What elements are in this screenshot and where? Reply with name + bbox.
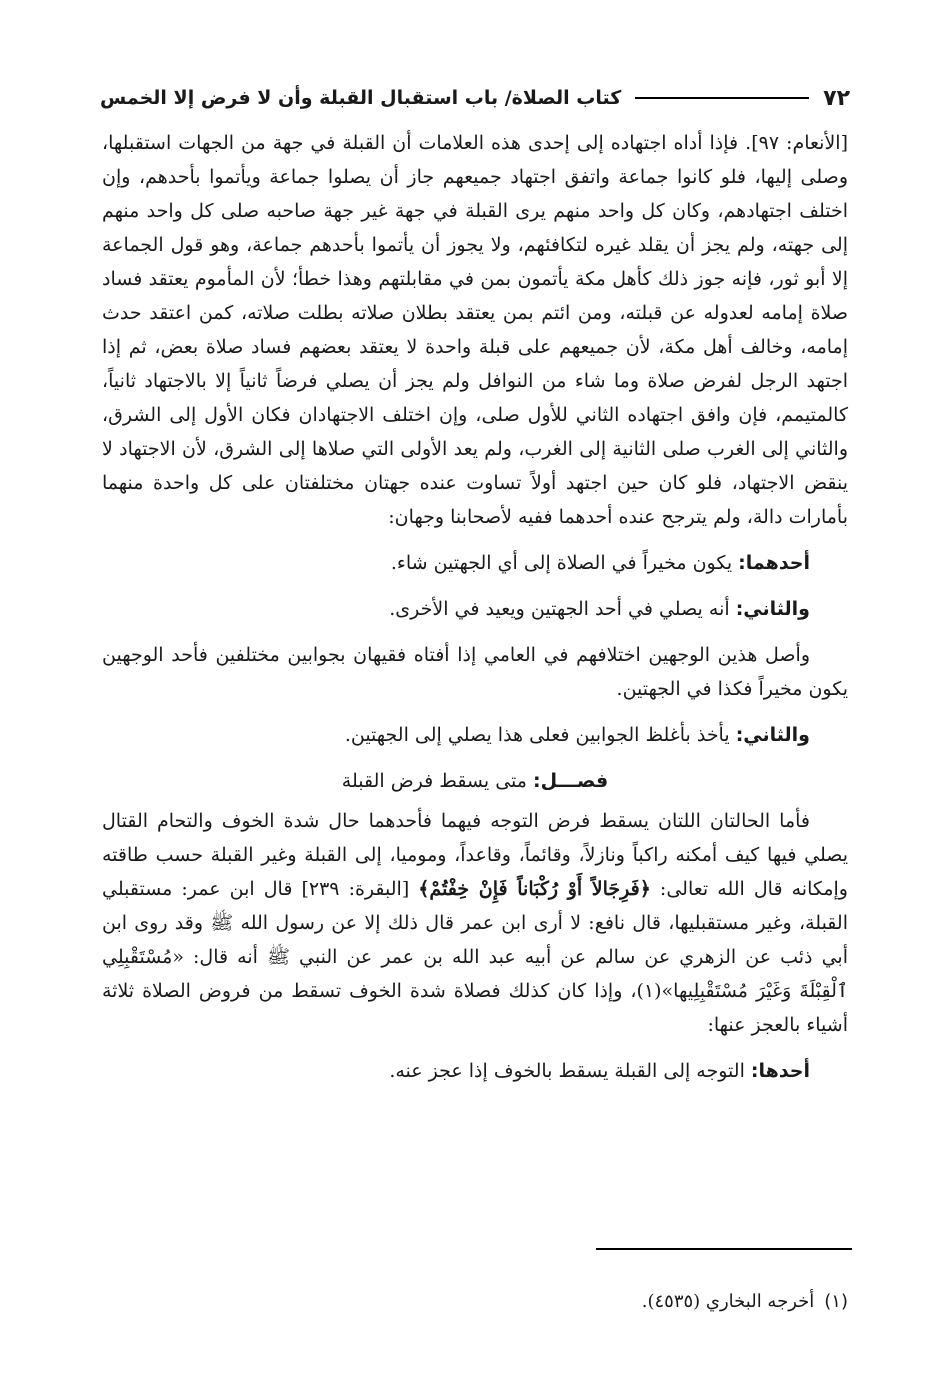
page-number: ٧٢ xyxy=(823,85,850,111)
section-heading xyxy=(102,764,848,798)
section-title: متى يسقط فرض القبلة xyxy=(341,770,533,792)
paragraph-second-view xyxy=(102,592,848,626)
footnote-rule xyxy=(596,1248,852,1250)
paragraph-lead: أحدها: xyxy=(750,1060,810,1082)
paragraph-second-answer xyxy=(102,718,848,752)
page-body xyxy=(102,126,848,1088)
header-rule xyxy=(635,97,809,99)
paragraph-text: [البقرة: ٢٣٩] قال ابن عمر: مستقبلي القبلة، وغير مستقبليها، قال نافع: لا أرى ابن عمر قال ذلك إلا عن رسول الله ﷺ وقد روى ابن أبي ذئب عن الزهري عن سالم عن أبيه عبد الله بن عمر عن النبي ﷺ أنه قال: «مُسْتَقْبِلِي ٱلْقِبْلَةَ وَغَيْرَ مُسْتَقْبِلِيها»(١)، وإذا كان كذلك فصلاة شدة الخوف تسقط من فروض الصلاة ثلاثة أشياء بالعجز عنها: xyxy=(102,878,848,1036)
paragraph-first-view xyxy=(102,546,848,580)
paragraph-origin: وأصل هذين الوجهين اختلافهم في العامي إذا أفتاه فقيهان بجوابين مختلفين فأحد الوجهين يكون مخيراً فكذا في الجهتين. xyxy=(102,644,848,700)
paragraph-fear-prayer xyxy=(102,804,848,1042)
paragraph-lead: والثاني: xyxy=(735,724,810,746)
paragraph-first-thing xyxy=(102,1054,848,1088)
paragraph-lead: والثاني: xyxy=(735,598,810,620)
footnote-text: أخرجه البخاري (٤٥٣٥). xyxy=(641,1291,815,1312)
page-header xyxy=(100,78,850,118)
running-title: كتاب الصلاة/ باب استقبال القبلة وأن لا فرض إلا الخمس xyxy=(100,87,622,109)
paragraph-1: [الأنعام: ٩٧]. فإذا أداه اجتهاده إلى إحدى هذه العلامات أن القبلة في جهة من الجهات استقبلها، وصلى إليها، فلو كانوا جماعة واتفق اجتهاد جميعهم جاز أن يصلوا جماعة ويأتموا بأحدهم، وإن اختلف اجتهادهم، وكان كل واحد منهم يرى القبلة في جهة غير جهة صاحبه صلى كل واحد منهم إلى جهته، ولم يجز أن يقلد غيره لتكافئهم، ولا يجوز أن يأتموا بأحدهم جماعة، وهو قول الجماعة إلا أبو ثور، فإنه جوز ذلك كأهل مكة يأتمون بمن في مقابلتهم وهذا خطأ؛ لأن المأموم يعتقد فساد صلاة إمامه لعدوله عن قبلته، ومن ائتم بمن يعتقد بطلان صلاته بطلت صلاته، كمن اعتقد حدث إمامه، وخالف أهل مكة، لأن جميعهم على قبلة واحدة لا يعتقد بعضهم فساد صلاة بعض، ثم إذا اجتهد الرجل لفرض صلاة وما شاء من النوافل ولم يجز أن يصلي فرضاً ثانياً إلا بالاجتهاد ثانياً، كالمتيمم، فإن وافق اجتهاده الثاني للأول صلى، وإن اختلف الاجتهادان فكان الأول إلى الشرق، والثاني إلى الغرب صلى الثانية إلى الغرب، ولم يعد الأولى التي صلاها إلى الشرق، لأن الاجتهاد لا ينقض الاجتهاد، فلو كان حين اجتهد أولاً تساوت عنده جهتان مختلفتان على كل واحدة منهما بأمارات دالة، ولم يترجح عنده أحدهما ففيه لأصحابنا وجهان: xyxy=(102,132,848,528)
paragraph-text: فأما الحالتان اللتان يسقط فرض التوجه فيهما فأحدهما حال شدة الخوف والتحام القتال يصلي فيها كيف أمكنه راكباً ونازلاً، وقائماً، وقاعداً، وموميا، إلى القبلة وغير القبلة حسب طاقته وإمكانه قال الله تعالى: xyxy=(102,810,848,900)
paragraph-text: التوجه إلى القبلة يسقط بالخوف إذا عجز عنه. xyxy=(389,1060,751,1082)
paragraph-text: أنه يصلي في أحد الجهتين ويعيد في الأخرى. xyxy=(389,598,736,620)
paragraph-lead: أحدهما: xyxy=(738,552,810,574)
paragraph-text: يأخذ بأغلظ الجوابين فعلى هذا يصلي إلى الجهتين. xyxy=(344,724,736,746)
paragraph-text: يكون مخيراً في الصلاة إلى أي الجهتين شاء. xyxy=(390,552,739,574)
footnote-marker: (١) xyxy=(824,1291,848,1312)
footnote xyxy=(102,1287,848,1317)
quran-verse: ﴿فَرِجَالاً أَوْ رُكْبَاناً فَإِنْ خِفْتُمْ﴾ xyxy=(418,878,651,900)
section-lead: فصـــل: xyxy=(533,770,609,792)
